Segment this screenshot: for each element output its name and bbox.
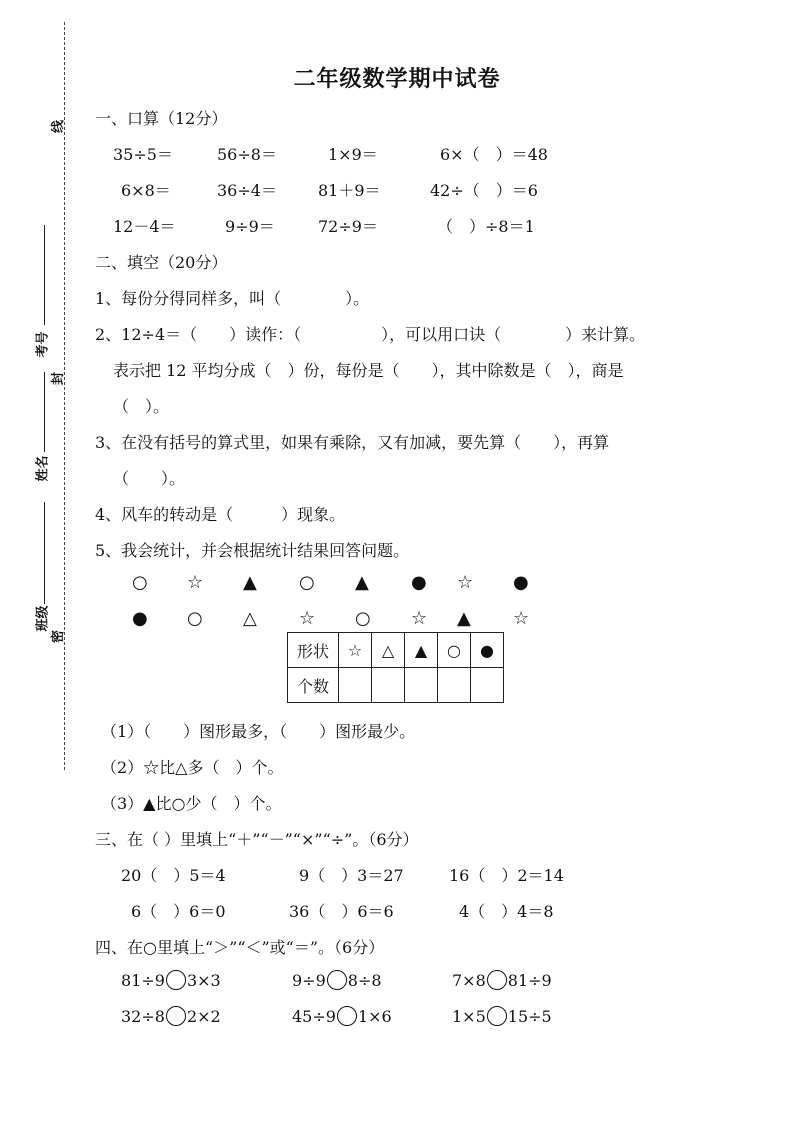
stat-sub2: （2）☆比△多（ ）个。	[101, 758, 284, 777]
kaohao-blank-line	[44, 225, 45, 325]
shape-item: ☆	[513, 608, 530, 629]
table-header-count: 个数	[288, 668, 339, 703]
shape-item: ○	[299, 572, 315, 593]
count-blank-cell[interactable]	[339, 668, 372, 703]
fill-q5: 5、我会统计，并会根据统计结果回答问题。	[95, 541, 410, 560]
shape-item: ▲	[355, 572, 369, 593]
banji-blank-line	[44, 502, 45, 604]
operator-item: 36（ ）6＝6	[289, 902, 394, 921]
fill-q3-line1: 3、在没有括号的算式里，如果有乘除，又有加减，要先算（ ），再算	[95, 433, 610, 452]
compare-circle-blank[interactable]	[327, 970, 347, 990]
oral-item: 42÷（ ）＝6	[430, 181, 538, 200]
compare-item: 45÷9 1×6	[292, 1007, 392, 1026]
table-header-shape: 形状	[288, 633, 339, 668]
oral-item: 81＋9＝	[318, 181, 381, 200]
stat-sub1: （1）（ ）图形最多，（ ）图形最少。	[101, 722, 416, 741]
oral-item: 6×（ ）＝48	[440, 145, 548, 164]
oral-item: 35÷5＝	[113, 145, 173, 164]
compare-item: 81÷9 3×3	[121, 971, 221, 990]
shape-item: ☆	[299, 608, 316, 629]
compare-circle-blank[interactable]	[337, 1006, 357, 1026]
table-shape-cell: △	[372, 633, 405, 668]
margin-mi-label: 密	[51, 629, 67, 644]
section2-heading: 二、填空（20分）	[95, 253, 228, 272]
compare-circle-blank[interactable]	[166, 1006, 186, 1026]
margin-xingming-label: 姓名	[35, 455, 51, 482]
xingming-blank-line	[44, 372, 45, 452]
table-row	[288, 633, 504, 668]
fold-dashed-line	[64, 22, 65, 770]
exam-title: 二年级数学期中试卷	[293, 66, 501, 92]
fill-q2-line1: 2、12÷4＝（ ）读作：（ ），可以用口诀（ ）来计算。	[95, 325, 646, 344]
compare-item: 1×5 15÷5	[452, 1007, 552, 1026]
margin-feng-label: 封	[51, 371, 67, 386]
fill-q2-line3: （ ）。	[113, 397, 170, 416]
compare-item: 32÷8 2×2	[121, 1007, 221, 1026]
table-shape-cell: ●	[471, 633, 504, 668]
shape-item: ▲	[457, 608, 471, 629]
operator-item: 6（ ）6＝0	[131, 902, 226, 921]
count-blank-cell[interactable]	[405, 668, 438, 703]
compare-circle-blank[interactable]	[166, 970, 186, 990]
shape-item: ▲	[243, 572, 257, 593]
shape-item: ☆	[187, 572, 204, 593]
compare-circle-blank[interactable]	[487, 1006, 507, 1026]
shape-item: ○	[132, 572, 148, 593]
fill-q4: 4、风车的转动是（ ）现象。	[95, 505, 346, 524]
shape-item: ●	[411, 572, 427, 593]
compare-circle-blank[interactable]	[487, 970, 507, 990]
section1-heading: 一、口算（12分）	[95, 109, 228, 128]
shape-item: ●	[513, 572, 529, 593]
table-shape-cell: ▲	[405, 633, 438, 668]
operator-item: 9（ ）3＝27	[299, 866, 404, 885]
shape-item: ●	[132, 608, 148, 629]
oral-item: 12－4＝	[113, 217, 176, 236]
compare-item: 7×8 81÷9	[452, 971, 552, 990]
stat-sub3: （3）▲比○少（ ）个。	[101, 794, 282, 813]
section3-heading: 三、在（ ）里填上“＋”“－”“×”“÷”。（6分）	[95, 830, 419, 849]
table-row	[288, 668, 504, 703]
table-shape-cell: ○	[438, 633, 471, 668]
count-blank-cell[interactable]	[438, 668, 471, 703]
section4-heading: 四、在○里填上“＞”“＜”或“＝”。（6分）	[95, 938, 385, 957]
oral-item: 6×8＝	[121, 181, 171, 200]
oral-item: 9÷9＝	[225, 217, 275, 236]
oral-item: 1×9＝	[328, 145, 378, 164]
count-blank-cell[interactable]	[372, 668, 405, 703]
compare-item: 9÷9 8÷8	[292, 971, 382, 990]
operator-item: 20（ ）5＝4	[121, 866, 226, 885]
margin-xian-label: 线	[51, 119, 67, 134]
fill-q3-line2: （ ）。	[113, 469, 186, 488]
table-shape-cell: ☆	[339, 633, 372, 668]
oral-item: 72÷9＝	[318, 217, 378, 236]
shape-item: △	[243, 608, 257, 629]
count-blank-cell[interactable]	[471, 668, 504, 703]
operator-item: 16（ ）2＝14	[449, 866, 564, 885]
shape-item: ○	[187, 608, 203, 629]
fill-q1: 1、每份分得同样多，叫（ ）。	[95, 289, 370, 308]
shape-item: ☆	[457, 572, 474, 593]
shape-item: ☆	[411, 608, 428, 629]
statistics-table	[287, 632, 504, 703]
margin-kaohao-label: 考号	[35, 331, 51, 358]
oral-item: 56÷8＝	[217, 145, 277, 164]
oral-item: （ ）÷8＝1	[437, 217, 535, 236]
operator-item: 4（ ）4＝8	[459, 902, 554, 921]
margin-banji-label: 班级	[35, 605, 51, 632]
fill-q2-line2: 表示把 12 平均分成（ ）份，每份是（ ），其中除数是（ ），商是	[113, 361, 624, 380]
oral-item: 36÷4＝	[217, 181, 277, 200]
shape-item: ○	[355, 608, 371, 629]
